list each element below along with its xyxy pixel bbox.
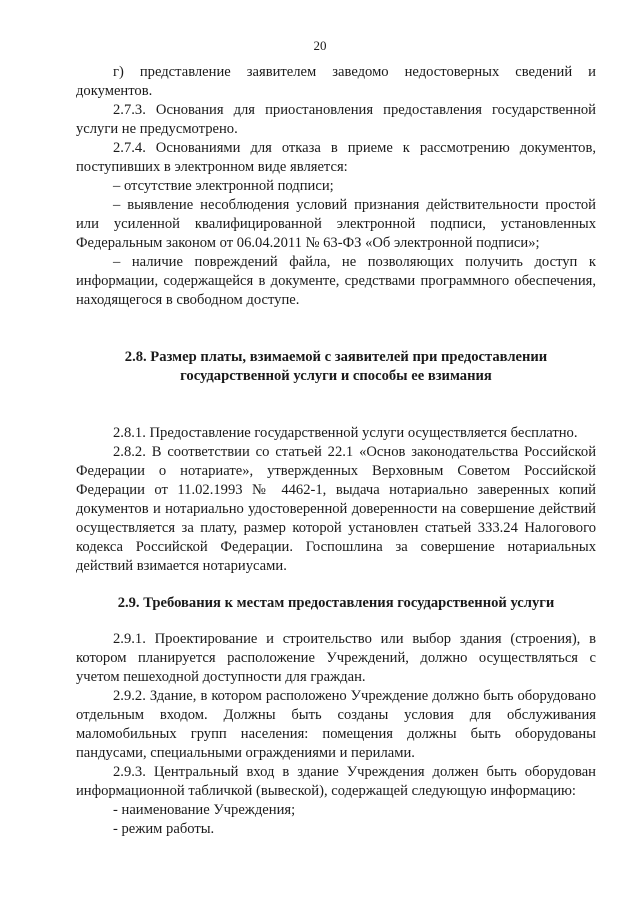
page-content xyxy=(76,63,596,839)
spacer xyxy=(76,576,596,594)
list-item-institution-name: - наименование Учреждения; xyxy=(113,802,296,818)
paragraph-2-9-1: 2.9.1. Проектирование и строительство или выбор здания (строения), в котором планируется расположение Учреждений, должно осуществляться с учетом пешеходной доступности для граждан. xyxy=(76,631,596,685)
paragraph-2-8-1: 2.8.1. Предоставление государственной услуги осуществляется бесплатно. xyxy=(113,425,578,441)
list-item-signature-invalid: – выявление несоблюдения условий признания действительности простой или усиленной квалифицированной электронной подписи, установленных Федеральным законом от 06.04.2011 № 63-ФЗ «Об электронной подписи»; xyxy=(76,197,596,251)
paragraph-2-9-2: 2.9.2. Здание, в котором расположено Учреждение должно быть оборудовано отдельным входом. Должны быть созданы условия для обслуживания маломобильных групп населения: помещения должны быть оборудованы пандусами, специальными ограждениями и перилами. xyxy=(76,688,596,761)
spacer xyxy=(76,613,596,630)
paragraph-2-7-3: 2.7.3. Основания для приостановления предоставления государственной услуги не предусмотрено. xyxy=(76,102,596,137)
spacer xyxy=(76,386,596,424)
spacer xyxy=(76,310,596,348)
paragraph-2-8-2: 2.8.2. В соответствии со статьей 22.1 «Основ законодательства Российской Федерации о нотариате», утвержденных Верховным Советом Российской Федерации от 11.02.1993 № 4462-1, выдача нотариально заверенных копий документов и нотариально удостоверенной доверенности на совершение действий осуществляется за плату, размер которой установлен статьей 333.24 Налогового кодекса Российской Федерации. Госпошлина за совершение нотариальных действий взимается нотариусами. xyxy=(76,444,596,574)
section-2-8-heading xyxy=(76,348,596,386)
paragraph-2-7-4: 2.7.4. Основаниями для отказа в приеме к рассмотрению документов, поступивших в электронном виде является: xyxy=(76,140,596,175)
section-2-9-heading: 2.9. Требования к местам предоставления государственной услуги xyxy=(117,595,555,611)
list-item-file-damage: – наличие повреждений файла, не позволяющих получить доступ к информации, содержащейся в документе, средствами программного обеспечения, находящегося в свободном доступе. xyxy=(76,254,596,308)
paragraph-2-9-3: 2.9.3. Центральный вход в здание Учреждения должен быть оборудован информационной табличкой (вывеской), содержащей следующую информацию: xyxy=(76,764,596,799)
list-item-working-hours: - режим работы. xyxy=(113,821,215,837)
section-2-8-heading-line1: 2.8. Размер платы, взимаемой с заявителей при предоставлении xyxy=(124,349,548,365)
page-number: 20 xyxy=(313,38,327,53)
section-2-8-heading-line2: государственной услуги и способы ее взимания xyxy=(180,368,492,384)
paragraph-item-g: г) представление заявителем заведомо недостоверных сведений и документов. xyxy=(76,64,596,99)
list-item-no-signature: – отсутствие электронной подписи; xyxy=(113,178,334,194)
